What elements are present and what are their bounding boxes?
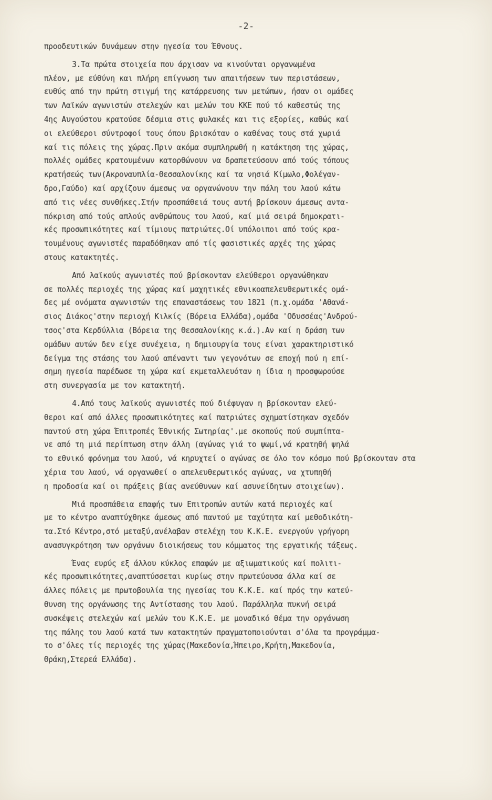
text-line: κές προσωπικότητες καί τίμιους πατριώτες.Οί υπόλοιποι από τούς κρα- [44,225,341,235]
text-line: Μιά προσπάθεια επαφής των Επιτροπών αυτών κατά περιοχές καί [72,499,333,509]
paragraph-6 [44,557,464,667]
text-line: δες μέ ονόματα αγωνιστών της επαναστάσεως του 1821 (π.χ.ομάδα 'Αθανά- [44,298,350,308]
text-line: δείγμα της στάσης του λαού απέναντι των γεγονότων σε εποχή πού η επί- [44,353,350,363]
text-line: η προδοσία καί οι πράξεις βίας ανεύθυνων καί ασυνείδητων στοιχείων). [44,481,345,491]
text-line: χέρια του λαού, νά οργανωθεί ο απελευθερωτικός αγώνας, να χτυπηθή [44,467,332,477]
text-line: σιος Διάκος'στην περιοχή Κιλκίς (Βόρεια Ελλάδα),ομάδα 'Οδυσσέας'Ανδρού- [44,312,358,322]
text-line: ευθύς από την πρώτη στιγμή της κατάρρευσης των μετώπων, ήσαν οι ομάδες [44,87,354,97]
text-line: συσκέψεις στελεχών καί μελών του Κ.Κ.Ε. με μοναδικό θέμα την οργάνωση [44,613,350,623]
body-text [44,40,464,671]
text-line: των Λαϊκών αγωνιστών στελεχών και μελών του ΚΚΕ πού τό καθεστώς της [44,101,341,111]
paragraph-3 [44,269,464,393]
paragraph-5 [44,498,464,553]
text-line: Ένας ευρύς εξ άλλου κύκλος επαφών με αξιωματικούς καί πολιτι- [72,558,342,568]
text-line: καί τις πόλεις της χώρας.Πριν ακόμα συμπληρωθή η κατάκτηση της χώρας, [44,142,350,152]
text-line: από τις νέες συνθήκες.Στήν προσπάθειά τους αυτή βρίσκουν άμεσως αντα- [44,197,350,207]
text-line: οι ελεύθεροι σύντροφοί τους όπου βρισκόταν ο καθένας τους στά χωριά [44,128,341,138]
text-line: τουμένους αγωνιστές παραδόθηκαν από τίς φασιστικές αρχές της χώρας [44,239,336,249]
text-line: με το κέντρο αναπτύχθηκε άμεσως από παντού με ταχύτητα καί μεθοδικότη- [44,513,354,523]
text-line: ανασυγκρότηση των οργάνων διοικήσεως του κόμματος της εργατικής τάξεως. [44,540,358,550]
text-line: σε πολλές περιοχές της χώρας καί μαχητικές εθνικοαπελευθερωτικές ομά- [44,284,350,294]
text-line: το εθνικό φρόνημα του λαού, νά κηρυχτεί ο αγώνας σε όλο τον κόσμο πού βρίσκονταν στα [44,454,416,464]
text-line: ομάδων αυτών δεν είχε συνέχεια, η δημιουργία τους είναι χαρακτηριστικό [44,339,354,349]
paragraph-1 [44,40,464,54]
text-line: Θράκη,Στερεά Ελλάδα). [44,655,137,665]
text-line: πόκριση από τούς απλούς ανθρώπους του λαού, καί μιά σειρά δημοκρατι- [44,211,345,221]
text-line: θεροι καί από άλλες προσωπικότητες καί πατριώτες σχηματίστηκαν σχεδόν [44,412,350,422]
text-line: Από λαϊκούς αγωνιστές πού βρίσκονταν ελεύθεροι οργανώθηκαν [72,270,329,280]
paragraph-2 [44,58,464,265]
text-line: προοδευτικών δυνάμεων στην ηγεσία του Έθνους. [44,42,243,51]
text-line: θυνση της οργάνωσης της Αντίστασης του λαού. Παράλληλα πυκνή σειρά [44,600,336,610]
text-line: 4.Από τους λαϊκούς αγωνιστές πού διέφυγαν η βρίσκονταν ελεύ- [72,398,338,408]
text-line: παντού στη χώρα Έπιτροπές Έθνικής Σωτηρίας'.με σκοπούς πού συμπίπτα- [44,426,345,436]
text-line: της πάλης του λαού κατά των κατακτητών πραγματοποιούνται σ'όλα τα προγράμμα- [44,627,381,637]
text-line: κές προσωπικότητες,αναπτύσσεται κυρίως στην πρωτεύουσα άλλα καί σε [44,572,336,582]
text-line: σημη ηγεσία παρέδωσε τη χώρα καί εκμεταλλευόταν η ίδια η προσφωρούσε [44,367,345,377]
text-line: το σ'όλες τίς περιοχές της χώρας(Μακεδονία,Ήπειρο,Κρήτη,Μακεδονία, [44,641,336,651]
page-number: -2- [237,22,255,32]
text-line: νε από τη μιά περίπτωση στην άλλη (αγώνας γιά το ψωμί,νά κρατηθή ψηλά [44,440,350,450]
paragraph-4 [44,397,464,494]
text-line: άλλες πόλεις με πρωτοβουλία της ηγεσίας του Κ.Κ.Ε. καί πρός την κατεύ- [44,586,354,596]
text-line: στη συνεργασία με τον κατακτητή. [44,381,186,391]
text-line: πλέον, με εύθύνη και πλήρη επίγνωση των απαιτήσεων των περιστάσεων, [44,73,341,83]
text-line: τσος'στα Κερδύλλια (Βόρεια της Θεσσαλονίκης κ.ά.).Αν καί η δράση των [44,325,345,335]
text-line: πολλές ομάδες κρατουμένων κατορθώνουν να δραπετεύσουν από τούς τόπους [44,156,350,166]
text-line: δρο,Γαύδο) καί αρχίζουν άμεσως να οργανώνουν την πάλη του λαού κάτω [44,183,341,193]
text-line: στους κατακτητές. [44,252,120,262]
text-line: τα.Στό Κέντρο,στό μεταξύ,ανέλαβαν στελέχη του Κ.Κ.Ε. ενεργούν γρήγορη [44,527,350,537]
text-line: 3.Τα πρώτα στοιχεία που άρχισαν να κινούνται οργανωμένα [72,59,316,69]
text-line: κρατήσεώς των(Ακροναυπλία-Θεσσαλονίκης καί τα νησιά Κίμωλο,Φολέγαν- [44,170,341,180]
text-line: 4ης Αυγούστου κρατούσε δέσμια στις φυλακές και τις εξορίες, καθώς καί [44,114,350,124]
